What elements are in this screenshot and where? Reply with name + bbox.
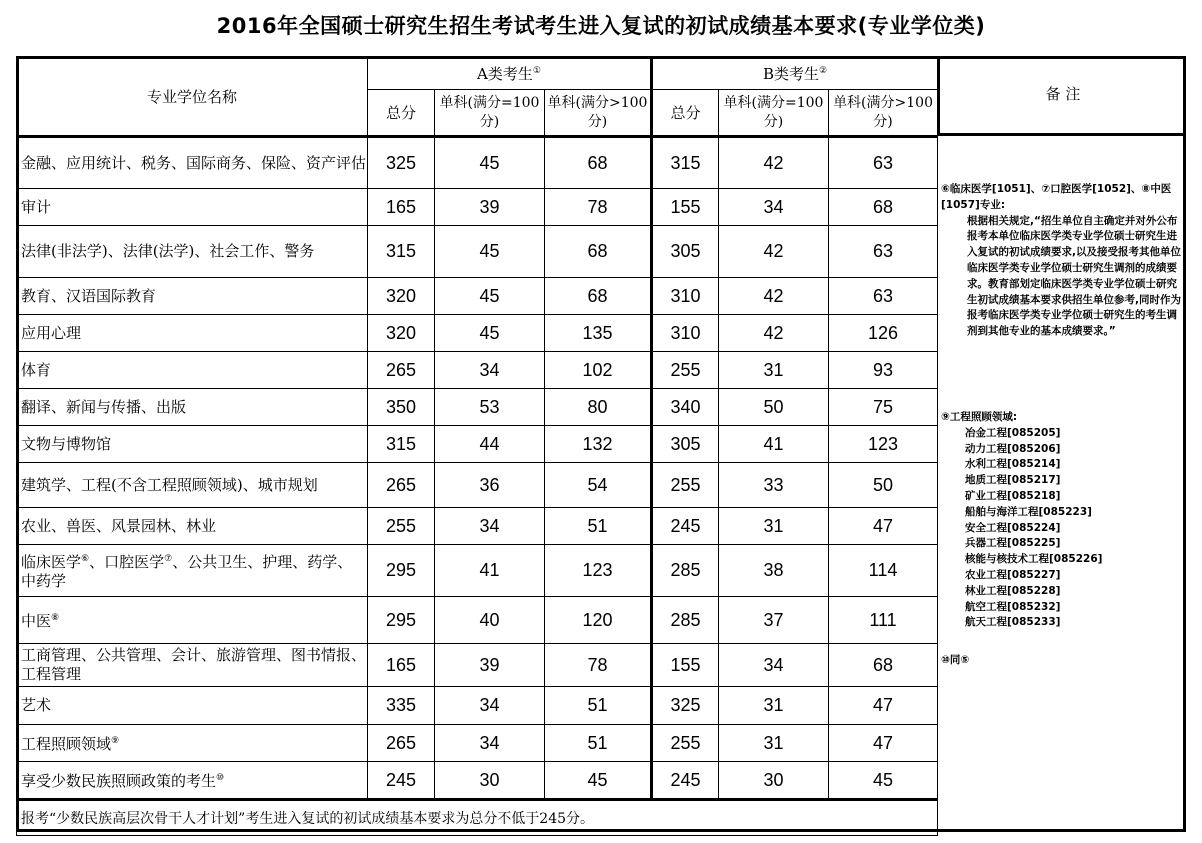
header-remarks: 备 注 [937, 56, 1186, 136]
a-single-gt100: 68 [545, 278, 652, 315]
header-major-name: 专业学位名称 [17, 57, 368, 137]
a-single-100: 40 [435, 597, 545, 644]
major-name: 法律(非法学)、法律(法学)、社会工作、警务 [17, 226, 368, 278]
b-single-gt100: 63 [829, 278, 938, 315]
b-total: 340 [652, 389, 719, 426]
b-single-gt100: 75 [829, 389, 938, 426]
b-single-100: 42 [719, 226, 829, 278]
b-single-gt100: 50 [829, 463, 938, 508]
b-total: 305 [652, 426, 719, 463]
a-single-100: 41 [435, 545, 545, 597]
remarks-same-note: ⑩同⑤ [941, 654, 970, 666]
major-name-part: 、公共卫生、护理、药学、中药学 [21, 553, 353, 590]
a-total: 255 [368, 508, 435, 545]
header-group-a-mark: ① [532, 65, 541, 76]
a-single-gt100: 51 [545, 725, 652, 762]
a-total: 320 [368, 278, 435, 315]
b-single-gt100: 47 [829, 508, 938, 545]
a-single-100: 36 [435, 463, 545, 508]
header-group-a-label: A类考生 [477, 64, 533, 83]
a-single-100: 53 [435, 389, 545, 426]
a-single-gt100: 102 [545, 352, 652, 389]
major-name-part: 工程照顾领域 [21, 735, 112, 753]
a-total: 335 [368, 687, 435, 725]
a-single-100: 34 [435, 352, 545, 389]
major-name: 艺术 [17, 687, 368, 725]
a-single-gt100: 54 [545, 463, 652, 508]
a-single-100: 39 [435, 644, 545, 687]
b-single-gt100: 114 [829, 545, 938, 597]
major-name: 金融、应用统计、税务、国际商务、保险、资产评估 [17, 137, 368, 189]
a-total: 295 [368, 545, 435, 597]
b-total: 155 [652, 189, 719, 226]
header-group-b-label: B类考生 [762, 64, 819, 83]
a-single-gt100: 123 [545, 545, 652, 597]
b-single-100: 41 [719, 426, 829, 463]
b-single-gt100: 45 [829, 762, 938, 800]
major-name-part: 、口腔医学 [89, 553, 165, 571]
a-single-100: 34 [435, 687, 545, 725]
a-total: 320 [368, 315, 435, 352]
header-b-single-100: 单科(满分=100分) [719, 90, 829, 137]
b-single-100: 31 [719, 725, 829, 762]
a-total: 315 [368, 226, 435, 278]
b-single-100: 50 [719, 389, 829, 426]
b-single-100: 33 [719, 463, 829, 508]
list-item: 船舶与海洋工程[085223] [965, 505, 1092, 518]
b-single-gt100: 111 [829, 597, 938, 644]
major-name: 工商管理、公共管理、会计、旅游管理、图书情报、工程管理 [17, 644, 368, 687]
b-total: 245 [652, 508, 719, 545]
a-single-100: 45 [435, 226, 545, 278]
b-total: 325 [652, 687, 719, 725]
b-total: 255 [652, 463, 719, 508]
b-total: 255 [652, 725, 719, 762]
b-single-gt100: 93 [829, 352, 938, 389]
a-single-100: 30 [435, 762, 545, 800]
a-single-gt100: 80 [545, 389, 652, 426]
header-a-single-100: 单科(满分=100分) [435, 90, 545, 137]
b-total: 155 [652, 644, 719, 687]
major-name: 建筑学、工程(不含工程照顾领域)、城市规划 [17, 463, 368, 508]
b-single-100: 37 [719, 597, 829, 644]
b-single-gt100: 47 [829, 687, 938, 725]
b-single-gt100: 68 [829, 189, 938, 226]
list-item: 水利工程[085214] [965, 458, 1061, 471]
major-name-part: 享受少数民族照顾政策的考生 [21, 772, 217, 790]
a-total: 265 [368, 463, 435, 508]
header-group-b-mark: ② [819, 65, 828, 76]
b-single-100: 34 [719, 189, 829, 226]
b-single-gt100: 63 [829, 226, 938, 278]
header-b-single-gt100: 单科(满分>100分) [829, 90, 938, 137]
a-single-100: 45 [435, 315, 545, 352]
header-b-total: 总分 [652, 90, 719, 137]
b-total: 310 [652, 278, 719, 315]
b-total: 305 [652, 226, 719, 278]
list-item: 安全工程[085224] [965, 521, 1061, 534]
list-item: 动力工程[085206] [965, 442, 1061, 455]
b-single-100: 34 [719, 644, 829, 687]
footnote-mark: ⑦ [164, 554, 173, 564]
footnote-mark: ⑥ [81, 554, 90, 564]
b-single-100: 31 [719, 352, 829, 389]
remarks-clinical-body: 根据相关规定,“招生单位自主确定并对外公布报考本单位临床医学类专业学位硕士研究生进入复试的初试成绩要求,以及接受报考其他单位临床医学类专业学位硕士研究生调剂的成绩要求。教育部划定临床医学类专业学位硕士研究生初试成绩基本要求供招生单位参考,同时作为报考临床医学类专业学位硕士研究生的考生调剂到其他专业的基本成绩要求。” [967, 214, 1181, 338]
a-single-100: 45 [435, 278, 545, 315]
b-single-100: 31 [719, 687, 829, 725]
major-name: 应用心理 [17, 315, 368, 352]
b-total: 315 [652, 137, 719, 189]
remarks-engineering-list [941, 410, 1183, 631]
b-single-100: 38 [719, 545, 829, 597]
a-single-gt100: 68 [545, 226, 652, 278]
a-single-gt100: 78 [545, 189, 652, 226]
b-total: 310 [652, 315, 719, 352]
footer-note: 报考“少数民族高层次骨干人才计划”考生进入复试的初试成绩基本要求为总分不低于245分。 [17, 800, 938, 836]
major-name: 翻译、新闻与传播、出版 [17, 389, 368, 426]
list-item: 核能与核技术工程[085226] [965, 553, 1103, 566]
page-title: 2016年全国硕士研究生招生考试考生进入复试的初试成绩基本要求(专业学位类) [216, 14, 986, 38]
b-total: 285 [652, 597, 719, 644]
list-item: 兵器工程[085225] [965, 537, 1061, 550]
a-total: 350 [368, 389, 435, 426]
a-single-100: 44 [435, 426, 545, 463]
remarks-clinical-heading: ⑥临床医学[1051]、⑦口腔医学[1052]、⑧中医[1057]专业: [941, 183, 1172, 211]
major-name: 农业、兽医、风景园林、林业 [17, 508, 368, 545]
b-single-gt100: 126 [829, 315, 938, 352]
major-name: 文物与博物馆 [17, 426, 368, 463]
a-total: 325 [368, 137, 435, 189]
b-single-gt100: 123 [829, 426, 938, 463]
b-single-gt100: 47 [829, 725, 938, 762]
list-item: 航天工程[085233] [965, 616, 1061, 629]
b-single-gt100: 63 [829, 137, 938, 189]
header-a-total: 总分 [368, 90, 435, 137]
b-single-gt100: 68 [829, 644, 938, 687]
b-total: 285 [652, 545, 719, 597]
list-item: 林业工程[085228] [965, 584, 1061, 597]
footnote-mark: ⑨ [111, 736, 120, 746]
a-total: 265 [368, 725, 435, 762]
footnote-mark: ⑧ [51, 613, 60, 623]
a-single-100: 45 [435, 137, 545, 189]
a-single-gt100: 51 [545, 687, 652, 725]
a-total: 315 [368, 426, 435, 463]
major-name: 体育 [17, 352, 368, 389]
major-name: 审计 [17, 189, 368, 226]
a-total: 265 [368, 352, 435, 389]
list-item: 农业工程[085227] [965, 568, 1061, 581]
a-single-gt100: 135 [545, 315, 652, 352]
a-single-gt100: 132 [545, 426, 652, 463]
a-single-gt100: 68 [545, 137, 652, 189]
major-name: 教育、汉语国际教育 [17, 278, 368, 315]
a-total: 165 [368, 644, 435, 687]
a-single-100: 34 [435, 508, 545, 545]
b-single-100: 42 [719, 315, 829, 352]
b-total: 245 [652, 762, 719, 800]
major-name-part: 中医 [21, 612, 52, 630]
footnote-mark: ⑩ [216, 773, 225, 783]
a-total: 295 [368, 597, 435, 644]
b-total: 255 [652, 352, 719, 389]
a-single-gt100: 120 [545, 597, 652, 644]
a-single-100: 39 [435, 189, 545, 226]
list-item: 矿业工程[085218] [965, 489, 1061, 502]
a-single-gt100: 78 [545, 644, 652, 687]
a-single-gt100: 45 [545, 762, 652, 800]
a-single-gt100: 51 [545, 508, 652, 545]
header-a-single-gt100: 单科(满分>100分) [545, 90, 652, 137]
list-item: 航空工程[085232] [965, 600, 1061, 613]
remarks-clinical-note [941, 182, 1183, 340]
a-total: 245 [368, 762, 435, 800]
b-single-100: 31 [719, 508, 829, 545]
b-single-100: 30 [719, 762, 829, 800]
a-single-100: 34 [435, 725, 545, 762]
list-item: 冶金工程[085205] [965, 426, 1061, 439]
a-total: 165 [368, 189, 435, 226]
b-single-100: 42 [719, 278, 829, 315]
major-name-part: 临床医学 [21, 553, 82, 571]
b-single-100: 42 [719, 137, 829, 189]
remarks-engineering-heading: ⑨工程照顾领域: [941, 411, 1018, 423]
list-item: 地质工程[085217] [965, 474, 1061, 487]
